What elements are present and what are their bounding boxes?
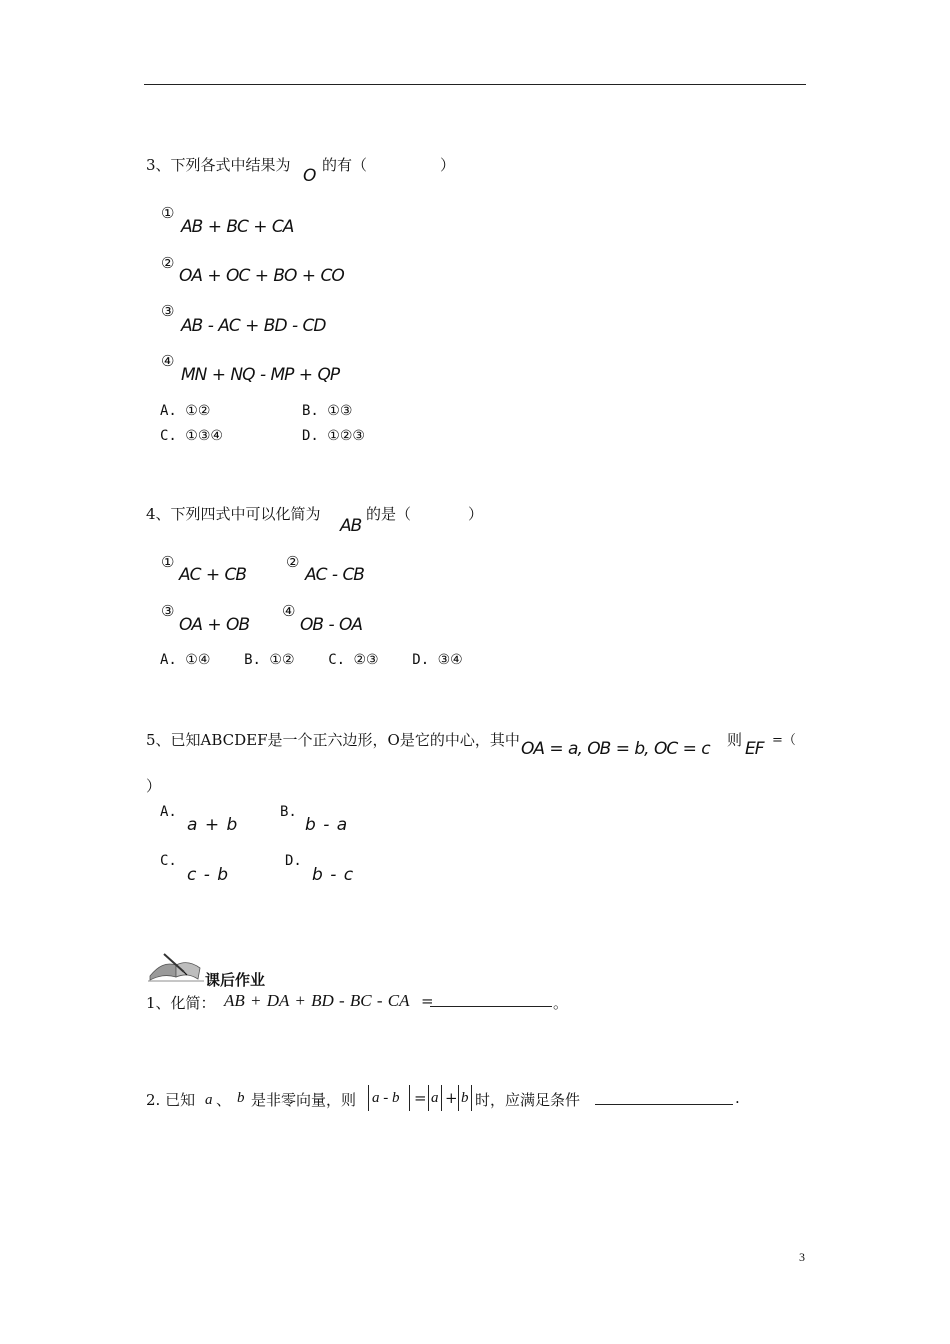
q4-options: A. ①④ B. ①② C. ②③ D. ③④ xyxy=(160,652,463,668)
homework-p2-tail: 时，应满足条件 xyxy=(475,1091,581,1109)
q5-target-vector: EF xyxy=(745,739,764,759)
q3-item-4-expr: MN + NQ - MP + QP xyxy=(181,365,340,385)
q5-given: OA = a, OB = b, OC = c xyxy=(521,739,710,759)
q4-target-vector: AB xyxy=(340,516,362,536)
q4-item-3-expr: OA + OB xyxy=(179,615,250,635)
homework-p2-eq: = xyxy=(414,1089,427,1107)
header-rule xyxy=(144,84,806,85)
abs-bar-close-1 xyxy=(409,1085,410,1111)
q5-option-c-expr: c - b xyxy=(187,865,229,885)
q3-option-d: D. ①②③ xyxy=(302,428,365,444)
homework-p1-prefix: 1、化简： xyxy=(146,994,216,1012)
q4-item-4-mark: ④ xyxy=(282,602,296,620)
q3-item-3-mark: ③ xyxy=(161,302,175,320)
q3-item-1-mark: ① xyxy=(161,204,175,222)
abs-bar-open-2 xyxy=(428,1085,429,1111)
q5-option-d-label: D. xyxy=(285,853,302,869)
abs-bar-close-3 xyxy=(471,1085,472,1111)
q3-item-4-mark: ④ xyxy=(161,352,175,370)
homework-title: 课后作业 xyxy=(205,971,266,989)
abs-bar-open-1 xyxy=(368,1085,369,1111)
q5-option-b-label: B. xyxy=(280,804,297,820)
q5-paren-close: ） xyxy=(146,777,162,795)
abs-bar-close-2 xyxy=(441,1085,442,1111)
q4-item-2-expr: AC - CB xyxy=(305,565,364,585)
q3-option-b: B. ①③ xyxy=(302,403,353,419)
homework-p2-end: . xyxy=(735,1089,740,1107)
homework-p2-mid: 是非零向量，则 xyxy=(251,1091,357,1109)
page-number: 3 xyxy=(799,1250,805,1264)
homework-p2-sep: 、 xyxy=(216,1091,232,1109)
q5-option-a-label: A. xyxy=(160,804,177,820)
q3-zero-vector: O xyxy=(303,166,316,186)
homework-p1-end: 。 xyxy=(553,994,569,1012)
homework-p1-eq: = xyxy=(421,992,434,1010)
q4-stem: 4、下列四式中可以化简为 xyxy=(146,505,321,523)
q5-option-c-label: C. xyxy=(160,853,177,869)
q3-stem: 3、下列各式中结果为 xyxy=(146,156,291,174)
q3-option-c: C. ①③④ xyxy=(160,428,223,444)
homework-p2-plus: + xyxy=(445,1089,458,1107)
q5-option-a-expr: a + b xyxy=(187,815,238,835)
q5-stem: 5、已知ABCDEF是一个正六边形，O是它的中心，其中 xyxy=(146,731,520,749)
homework-p2-a: a xyxy=(205,1092,213,1108)
q3-stem-end: 的有（ xyxy=(322,156,368,174)
q4-item-1-expr: AC + CB xyxy=(179,565,247,585)
homework-p2-abs2: a xyxy=(431,1090,439,1106)
q4-item-3-mark: ③ xyxy=(161,602,175,620)
q4-stem-end: 的是（ xyxy=(366,505,412,523)
q3-item-2-mark: ② xyxy=(161,254,175,272)
q4-item-2-mark: ② xyxy=(286,553,300,571)
homework-p1-expr: AB + DA + BD - BC - CA xyxy=(224,991,410,1010)
q3-item-3-expr: AB - AC + BD - CD xyxy=(181,316,326,336)
q3-option-a: A. ①② xyxy=(160,403,211,419)
homework-p2-abs1: a - b xyxy=(372,1090,400,1106)
homework-p2-b: b xyxy=(237,1090,245,1106)
homework-p2-blank xyxy=(595,1104,733,1105)
book-pen-icon xyxy=(144,952,206,982)
q3-item-1-expr: AB + BC + CA xyxy=(181,217,294,237)
q4-item-1-mark: ① xyxy=(161,553,175,571)
q4-item-4-expr: OB - OA xyxy=(300,615,362,635)
q5-then: 则 xyxy=(727,731,743,749)
q5-eq: =（ xyxy=(772,733,796,748)
abs-bar-open-3 xyxy=(458,1085,459,1111)
q3-item-2-expr: OA + OC + BO + CO xyxy=(179,266,344,286)
homework-p2-prefix: 2. 已知 xyxy=(146,1091,196,1109)
homework-p2-abs3: b xyxy=(461,1090,469,1106)
q5-option-b-expr: b - a xyxy=(305,815,348,835)
homework-p1-blank xyxy=(430,1006,552,1007)
q5-option-d-expr: b - c xyxy=(312,865,354,885)
q4-paren-close: ） xyxy=(468,505,484,523)
q3-paren-close: ） xyxy=(440,156,456,174)
